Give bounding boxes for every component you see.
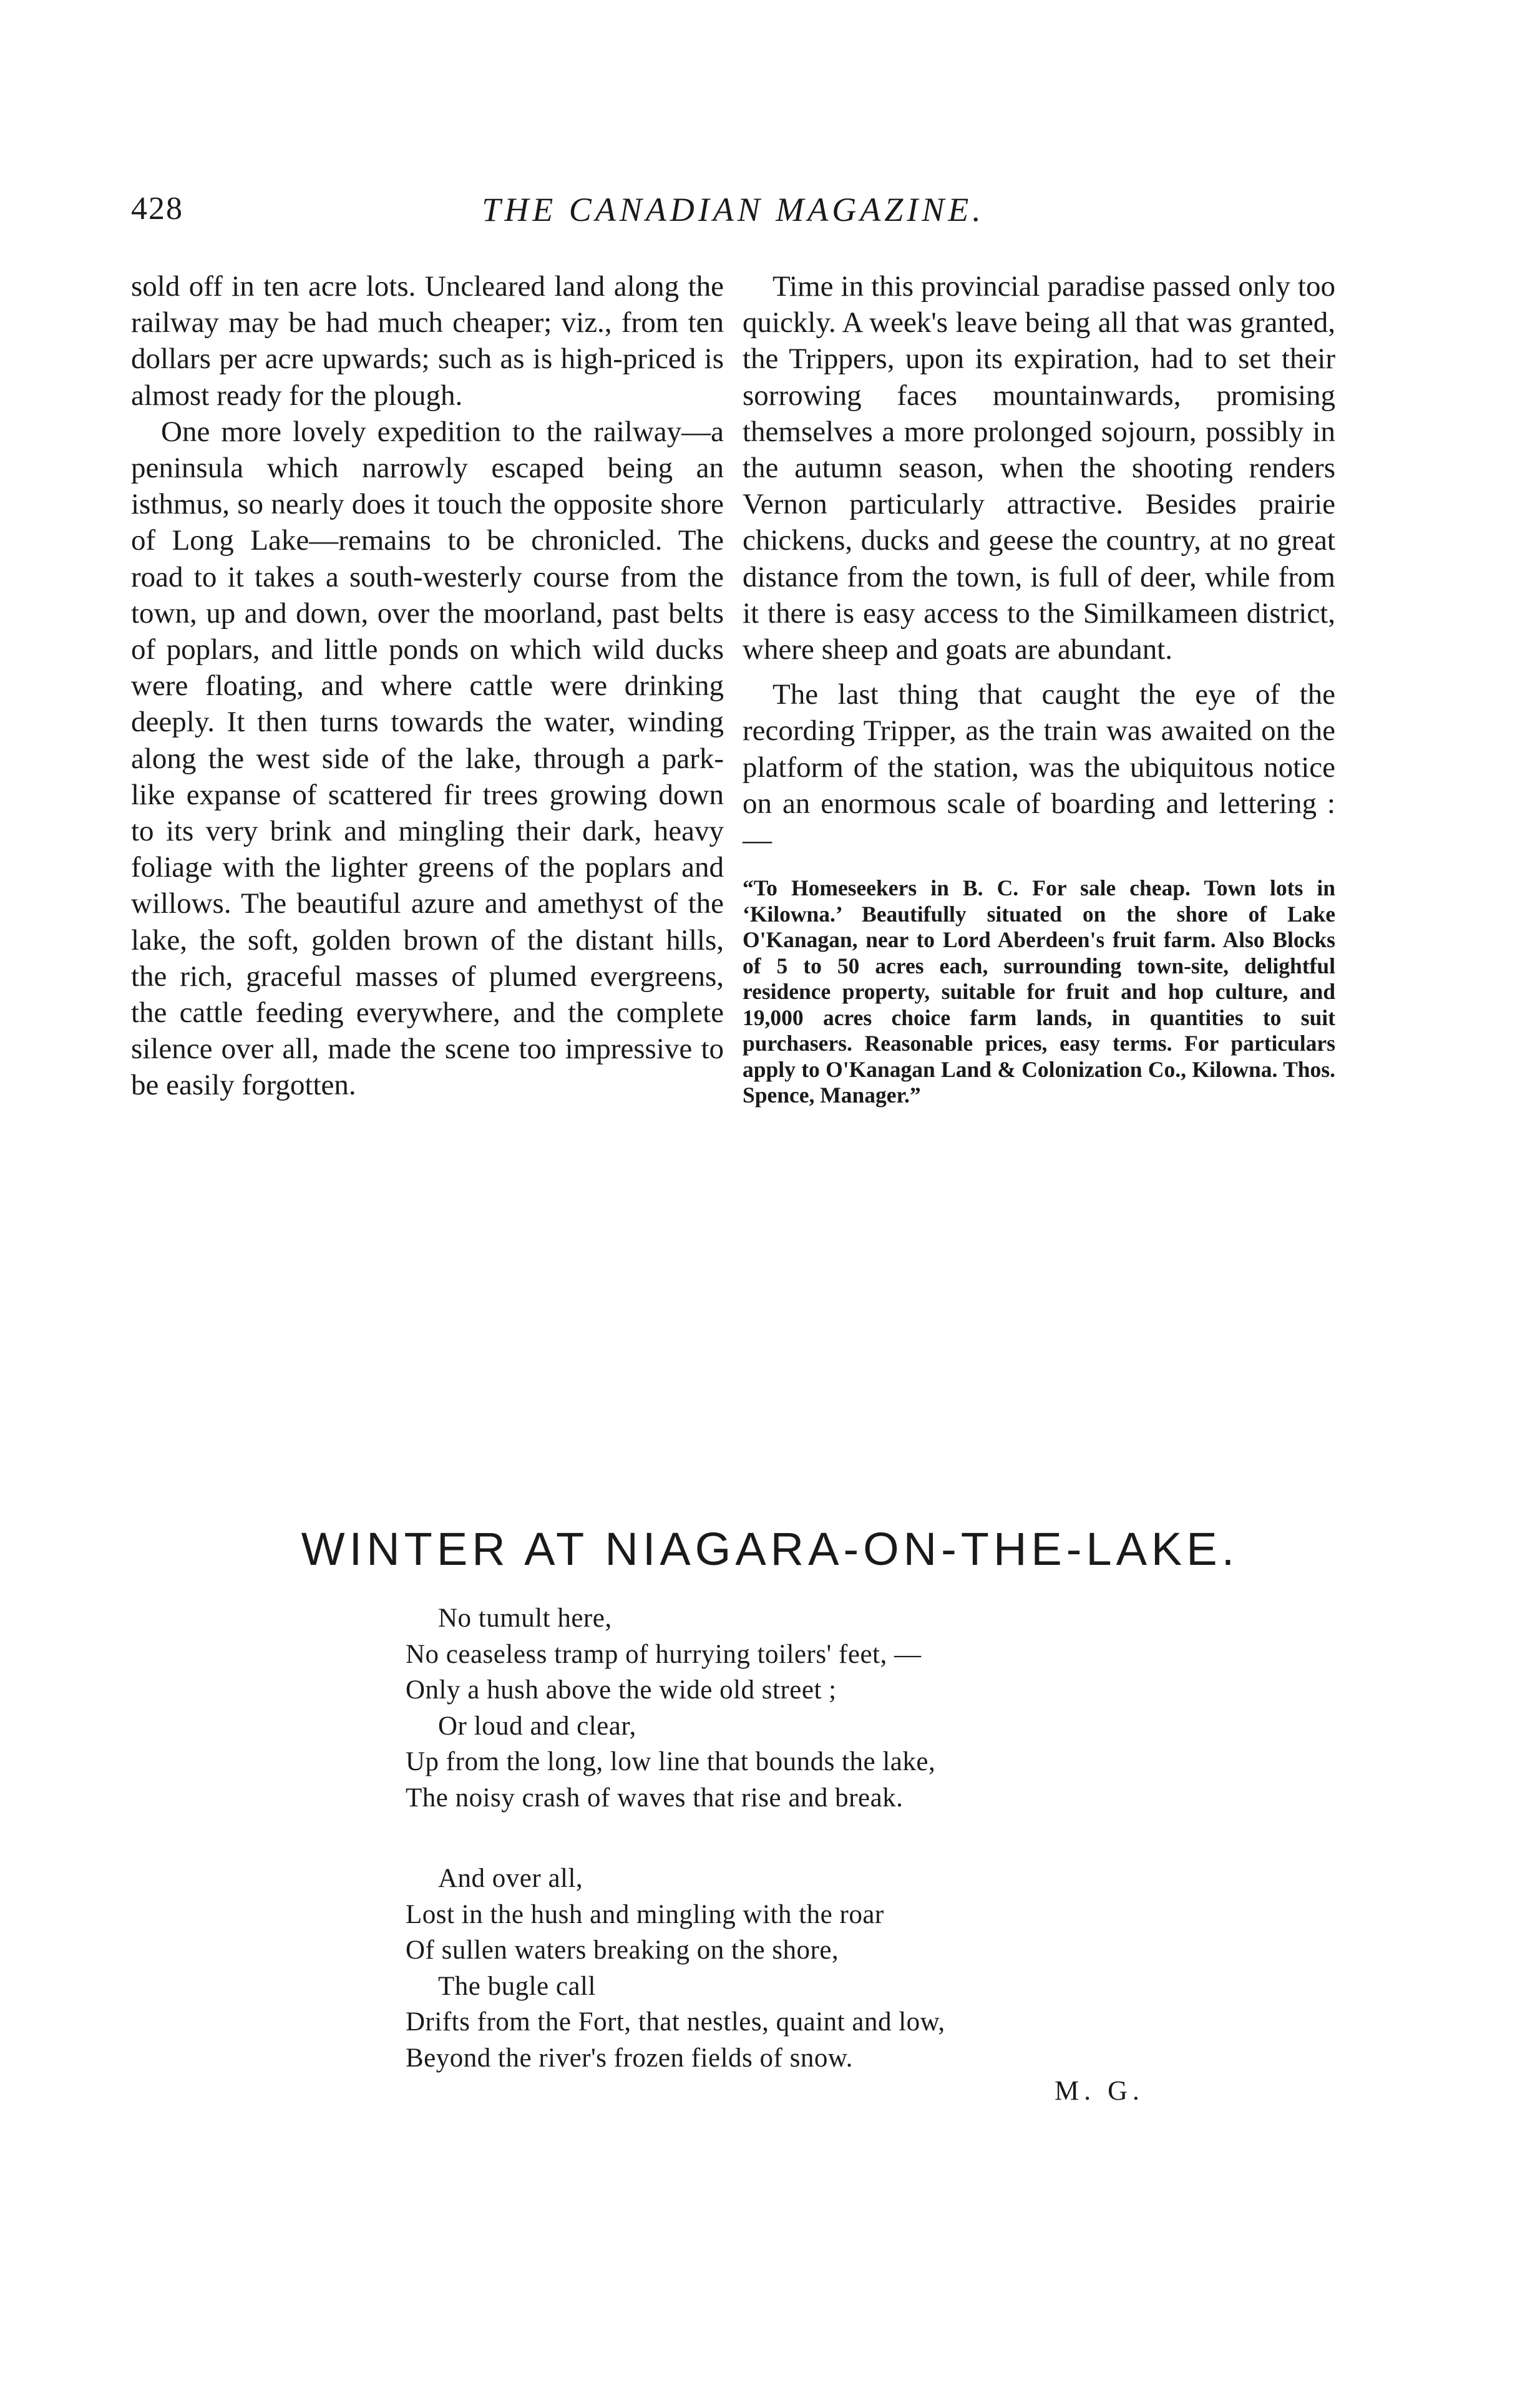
quoted-notice: “To Homeseekers in B. C. For sale cheap. Town lots in ‘Kilowna.’ Beautifully situated on the shore of Lake O'Kanagan, near to Lord Aberdeen's fruit farm. Also Blocks of 5 to 50 acres each, surrounding town-site, delightful residence property, suitable for fruit and hop culture, and 19,000 acres choice farm lands, in quantities to suit purchasers. Reasonable prices, easy terms. For particulars apply to O'Kanagan Land & Colonization Co., Kilowna. Thos. Spence, Manager.”	[743, 875, 1335, 1108]
paragraph: The last thing that caught the eye of the recording Tripper, as the train was awaited on the platform of the station, was the ubiquitous notice on an enormous scale of boarding and lettering :—	[743, 678, 1335, 857]
poem-line: Up from the long, low line that bounds the lake,	[406, 1747, 936, 1776]
poem-line: The bugle call	[438, 1971, 596, 2001]
left-column	[131, 268, 724, 1104]
poem-line: No tumult here,	[438, 1604, 612, 1633]
poem-line: Drifts from the Fort, that nestles, quaint and low,	[406, 2007, 945, 2037]
poem-signature: M. G.	[1055, 2075, 1144, 2106]
poem-line: Only a hush above the wide old street ;	[406, 1675, 837, 1705]
poem-line: Beyond the river's frozen fields of snow.	[406, 2043, 853, 2073]
page-header	[131, 190, 1335, 240]
paragraph: One more lovely expedition to the railway—a peninsula which narrowly escaped being an isthmus, so nearly does it touch the opposite shore of Long Lake—remains to be chronicled. The road to it takes a south-westerly course from the town, up and down, over the moorland, past belts of poplars, and little ponds on which wild ducks were floating, and where cattle were drinking deeply. It then turns towards the water, winding along the west side of the lake, through a park-like expanse of scattered fir trees growing down to its very brink and mingling their dark, heavy foliage with the lighter greens of the poplars and willows. The beautiful azure and amethyst of the lake, the soft, golden brown of the distant hills, the rich, graceful masses of plumed evergreens, the cattle feeding everywhere, and the complete silence over all, made the scene too impressive to be easily forgotten.	[131, 415, 724, 1102]
poem-stanza	[406, 1861, 1217, 2076]
poem-line: The noisy crash of waves that rise and break.	[406, 1783, 904, 1813]
poem-title: WINTER AT NIAGARA-ON-THE-LAKE.	[301, 1523, 1239, 1575]
poem-line: Lost in the hush and mingling with the roar	[406, 1899, 884, 1929]
poem-line: Of sullen waters breaking on the shore,	[406, 1935, 839, 1965]
paragraph: sold off in ten acre lots. Uncleared land along the railway may be had much cheaper; viz., from ten dollars per acre upwards; such as is high-priced is almost ready for the plough.	[131, 270, 724, 412]
poem-line: And over all,	[438, 1864, 583, 1893]
paragraph: Time in this provincial paradise passed only too quickly. A week's leave being all that was granted, the Trippers, upon its expiration, had to set their sorrowing faces mountainwards, promising themselves a more prolonged sojourn, possibly in the autumn season, when the shooting renders Vernon particularly attractive. Besides prairie chickens, ducks and geese the country, at no great distance from the town, is full of deer, while from it there is easy access to the Similkameen district, where sheep and goats are abundant.	[743, 270, 1335, 666]
poem-stanza	[406, 1600, 1217, 1816]
poem	[406, 1600, 1217, 2121]
page-number: 428	[131, 191, 183, 226]
poem-line: No ceaseless tramp of hurrying toilers' feet, —	[406, 1639, 922, 1669]
right-column	[743, 268, 1335, 1109]
running-head: THE CANADIAN MAGAZINE.	[482, 191, 985, 228]
poem-line: Or loud and clear,	[438, 1711, 636, 1741]
